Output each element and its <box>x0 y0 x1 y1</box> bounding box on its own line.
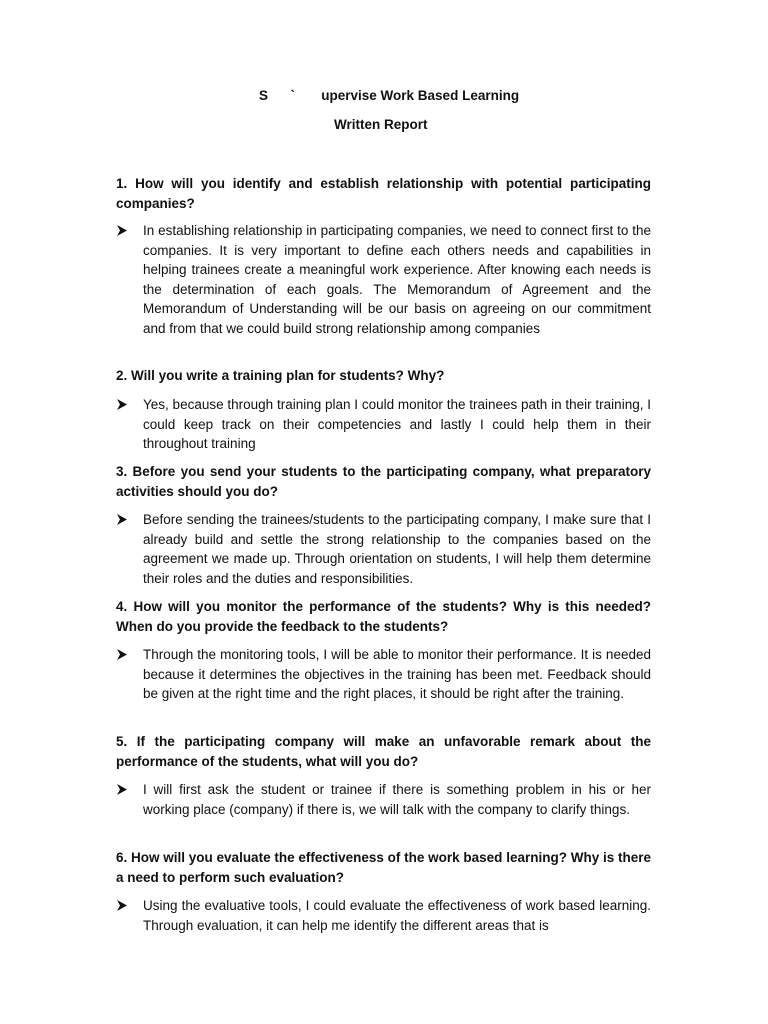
answer-2 <box>116 395 651 454</box>
document-title: S ` upervise Work Based Learning <box>259 88 520 103</box>
answer-3 <box>116 510 651 588</box>
answer-6 <box>116 896 651 935</box>
answer-4 <box>116 645 651 704</box>
answer-6-text: Using the evaluative tools, I could evaluate the effectiveness of work based learning. Through evaluation, it can help me identify the different areas that is <box>143 898 651 933</box>
question-1: 1. How will you identify and establish relationship with potential participating companies? <box>116 176 651 211</box>
arrowhead-bullet-icon <box>116 645 130 664</box>
answer-1-text: In establishing relationship in participating companies, we need to connect first to the companies. It is very important to define each others needs and capabilities in helping trainees create a meaningful work experience. After knowing each needs is the determination of each goals. The Memorandum of Agreement and the Memorandum of Understanding will be our basis on agreeing on our commitment and from that we could build strong relationship among companies <box>143 223 651 336</box>
question-3: 3. Before you send your students to the participating company, what preparatory activities should you do? <box>116 464 651 499</box>
arrowhead-bullet-icon <box>116 510 130 529</box>
arrowhead-bullet-icon <box>116 221 130 240</box>
document-subtitle: Written Report <box>334 117 428 132</box>
answer-3-text: Before sending the trainees/students to the participating company, I make sure that I already build and settle the strong relationship to the companies based on the agreement we made up. Through orientation on students, I will help them determine their roles and the duties and responsibilities. <box>143 512 651 586</box>
answer-5-text: I will first ask the student or trainee if there is something problem in his or her working place (company) if there is, we will talk with the company to clarify things. <box>143 782 651 817</box>
answer-5 <box>116 780 651 819</box>
arrowhead-bullet-icon <box>116 395 130 414</box>
answer-1 <box>116 221 651 338</box>
question-6: 6. How will you evaluate the effectiveness of the work based learning? Why is there a need to perform such evaluation? <box>116 850 651 885</box>
answer-4-text: Through the monitoring tools, I will be able to monitor their performance. It is needed because it determines the objectives in the training has been met. Feedback should be given at the right time and the right places, it should be right after the training. <box>143 647 651 701</box>
question-2: 2. Will you write a training plan for students? Why? <box>116 368 445 383</box>
arrowhead-bullet-icon <box>116 896 130 915</box>
arrowhead-bullet-icon <box>116 780 130 799</box>
question-4: 4. How will you monitor the performance of the students? Why is this needed? When do you provide the feedback to the students? <box>116 599 651 634</box>
question-5: 5. If the participating company will make an unfavorable remark about the performance of the students, what will you do? <box>116 734 651 769</box>
answer-2-text: Yes, because through training plan I could monitor the trainees path in their training, I could keep track on their competencies and lastly I could help them in their throughout training <box>143 397 651 451</box>
